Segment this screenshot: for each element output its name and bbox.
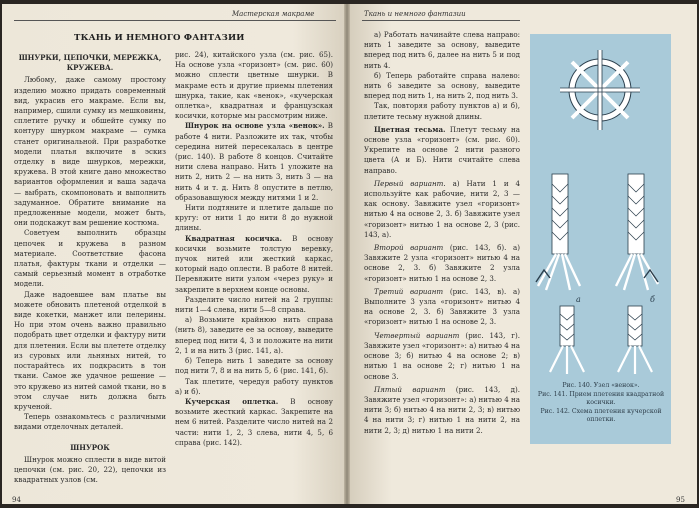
- left-page-number: 94: [12, 496, 21, 504]
- figure-caption: Рис. 141. Прием плетения квадратной косички.: [537, 390, 665, 407]
- paragraph: Даже надоевшее вам платье вы можете обновить плетеной отделкой в виде кокетки, манжет или пелерины. Но при этом очень важно правильно подобрать цвет отделки и фактуру нити для плетения. Если вы плетете отделку из суровых или льняных нитей, то постарайтесь их подкрасить в тон ткани. Самое же удачное решение — это кружево из нитей самой ткани, но в этом случае нить должна быть крученой.: [14, 289, 166, 411]
- figure-label-b: б: [650, 295, 655, 304]
- paragraph: б) Теперь нить 1 заведите за основу под нити 7, 8 и на нить 5, 6 (рис. 141, б).: [175, 356, 333, 376]
- paragraph: Так плетите, чередуя работу пунктов а) и б).: [175, 376, 333, 396]
- paragraph: Шнурок можно сплести в виде витой цепочки (см. рис. 20, 22), цепочки из квадратных узлов (см.: [14, 454, 166, 485]
- right-page-number: 95: [676, 496, 685, 504]
- paragraph: Нити подтяните и плетите дальше по кругу: от нити 1 до нити 8 до нужной длины.: [175, 203, 333, 233]
- paragraph: а) Возьмите крайнюю нить справа (нить 8), заведите ее за основу, выведите вперед под нити 4, 3 и положите на нити 2, 1 и на нить 3 (рис. 141, а).: [175, 315, 333, 355]
- paragraph: б) Теперь работайте справа налево: нить 6 заведите за основу, выведите вперед под нить 1, на нить 2, под нить 3.: [364, 70, 520, 101]
- square-braid-figure-b: [616, 174, 658, 290]
- paragraph: Так, повторяя работу пунктов а) и б), плетите тесьму нужной длины.: [364, 101, 520, 121]
- subheading-color-braid: Цветная тесьма.: [374, 124, 446, 134]
- variant-heading: Четвертый вариант: [374, 330, 460, 340]
- left-running-head: Мастерская макраме: [232, 10, 315, 18]
- variant-heading: Третий вариант: [374, 286, 444, 296]
- wreath-knot-figure: [560, 50, 640, 130]
- variant-heading: Первый вариант.: [374, 178, 446, 188]
- square-braid-figure-a: [536, 174, 580, 290]
- coachman-braid-figure-2: [618, 306, 652, 374]
- paragraph: Советуем выполнить образцы цепочек и кружева в разном материале. Соответствие фасона платья, фактуры ткани и отделки — самый серьезный момент в отработке модели.: [14, 228, 166, 289]
- paragraph: Плетут тесьму на основе узла «горизонт» (см. рис. 60). Укрепите на основе 2 нити разного цвета (А и Б). Нити считайте слева направо.: [364, 124, 521, 175]
- paragraph: а) Нати 1 и 4 используйте как рабочие, нити 2, 3 — как основу. Завяжите узел «горизонт» нитью 4 на основе 2, 3. б) Завяжите узел «горизонт» нитью 1 на основе 2, 3 (рис. 143, а).: [364, 178, 520, 239]
- figure-caption: Рис. 142. Схема плетения кучерской оплетки.: [540, 407, 662, 424]
- paragraph: (рис. 143, г). Завяжите узел «горизонт»: а) нитью 4 на основе 3; б) нитью 4 на основе 2; в) нитью 1 на основе 2; г) нитью 1 на основе 3.: [364, 330, 520, 381]
- coachman-braid-figure-1: [550, 306, 584, 374]
- paragraph: рис. 24), китайского узла (см. рис. 65). На основе узла «горизонт» (см. рис. 60) можно сплести цветные шнурки. В макраме есть и другие приемы плетения шнурка, такие, как «венок», «кучерская оплетка», квадратная и французская косички, которые мы рассмотрим ниже.: [175, 50, 333, 121]
- knot-illustrations: [530, 34, 671, 374]
- section-heading-cords: ШНУРКИ, ЦЕПОЧКИ, МЕРЕЖКА, КРУЖЕВА.: [18, 53, 162, 73]
- variant-heading: Второй вариант: [374, 243, 444, 253]
- figure-caption: Рис. 140. Узел «венок».: [562, 382, 640, 389]
- figure-label-a: а: [576, 295, 581, 304]
- paragraph: (рис. 143, д). Завяжите узел «горизонт»: а) нитью 4 на нити 3; б) нитью 4 на нити 2, 3; в) нитью 4 на нити 3; г) нитью 1 на нити 2, на нити 2, 3; д) нитью 1 на нити 2.: [364, 384, 520, 435]
- subheading-square-braid: Квадратная косичка.: [185, 233, 282, 243]
- paragraph: (рис. 143, в). а) Выполните 3 узла «горизонт» нитью 4 на основе 2, 3. б) Завяжите 3 узла «горизонт» нитью 1 на основе 2, 3.: [364, 286, 521, 327]
- paragraph: В основу возьмите жесткий каркас. Закрепите на нем 6 нитей. Разделите число нитей на 2 части: нити 1, 2, 3 слева, нити 4, 5, 6 справа (рис. 142).: [175, 396, 333, 447]
- paragraph: Теперь ознакомьтесь с различными видами отделочных деталей.: [14, 412, 166, 432]
- section-heading-shnurok: ШНУРОК: [70, 442, 110, 452]
- paragraph: Любому, даже самому простому изделию можно придать современный вид, украсив его макраме. Если вы, например, сшили сумку из мешковины, сплетите ручку и обшейте сумку по контуру шнурком макраме — сумка станет оригинальной. При разработке модели платья включите в эскиз отделку в виде шнурков, мережки, кружева. В этой книге дано множество вариантов оформления и ваша задача — выбрать, скомпоновать и выполнить задуманное. Обратите внимание на предложенные модели, может быть, они подскажут вам решение костюма.: [14, 75, 166, 228]
- left-column-2: [175, 50, 333, 448]
- right-column: [364, 30, 520, 436]
- paragraph: Разделите число нитей на 2 группы: нити 1—4 слева, нити 5—8 справа.: [175, 294, 333, 315]
- right-header-rule: [362, 20, 520, 21]
- paragraph: В работе 4 нити. Разложите их так, чтобы середина нитей пересекалась в центре (рис. 140). В работе 8 концов. Считайте нити слева направо. Нить 1 уложите на нить 2, нить 2 — на нить 3, нить 3 — на нить 4 и т. д. Нить 8 опустите в петлю, образовавшуюся между нитями 1 и 2.: [175, 121, 333, 202]
- figure-captions: [528, 382, 674, 425]
- paragraph: а) Работать начинайте слева направо: нить 1 заведите за основу, выведите вперед под нить 6, далее на нить 5 и под нить 4.: [364, 30, 520, 70]
- right-running-head: Ткань и немного фантазии: [364, 10, 466, 18]
- subheading-coachman: Кучерская оплетка.: [185, 396, 279, 406]
- paragraph: (рис. 143, б). а) Завяжите 2 узла «горизонт» нитью 4 на основе 2, 3. б) Завяжите 2 узла «горизонт» нитью 1 на основе 2, 3.: [364, 243, 520, 283]
- variant-heading: Пятый вариант: [374, 384, 446, 394]
- left-header-rule: [14, 20, 336, 21]
- subheading-venok: Шнурок на основе узла «венок».: [185, 121, 325, 131]
- paragraph: В основу косички возьмите толстую веревку, пучок нитей или жесткий каркас, который надо оплести. В работе 8 нитей. Перевяжите нити узлом «через руку» и закрепите в верхнем конце основы.: [175, 233, 333, 294]
- left-column-1: [14, 50, 166, 485]
- chapter-title: ТКАНЬ И НЕМНОГО ФАНТАЗИИ: [74, 33, 245, 43]
